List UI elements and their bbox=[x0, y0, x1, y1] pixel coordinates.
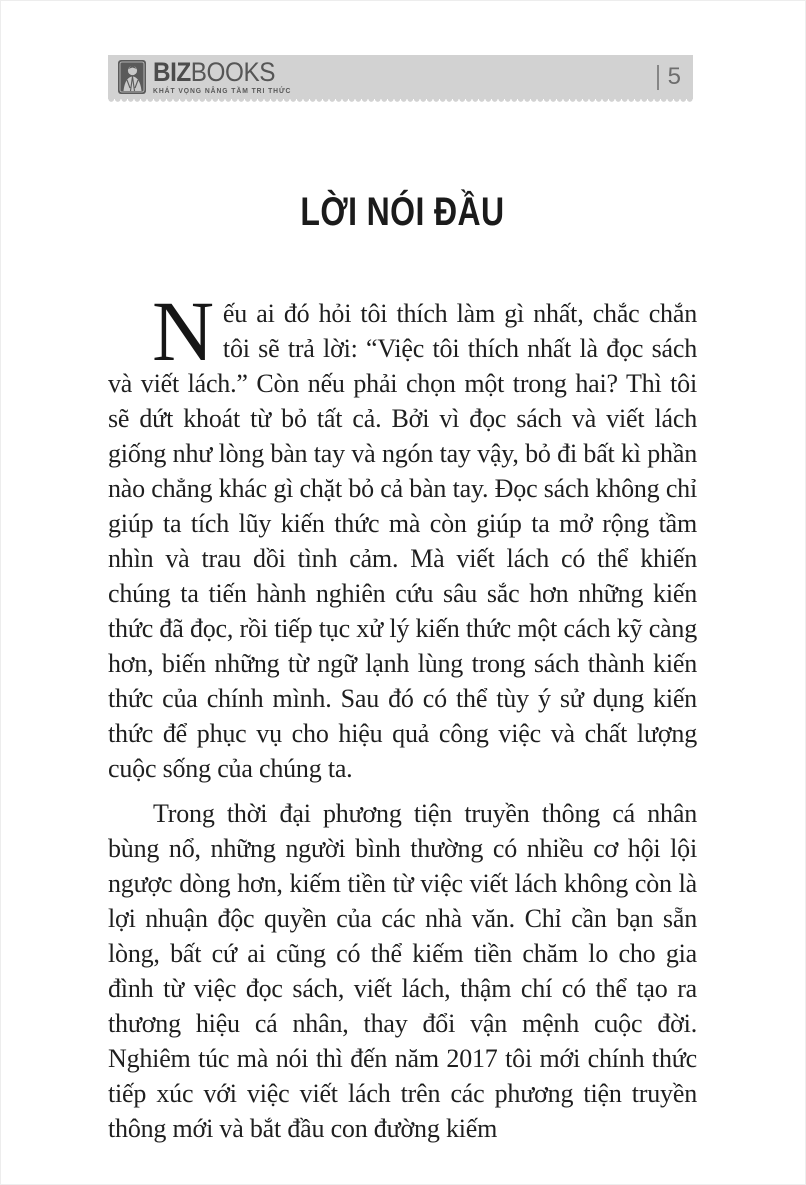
paragraph-2-text: Trong thời đại phương tiện truyền thông cá nhân bùng nổ, những người bình thường có nhiều cơ hội lội ngược dòng hơn, kiếm tiền từ việc viết lách không còn là lợi nhuận độc quyền của các nhà văn. Chỉ cần bạn sẵn lòng, bất cứ ai cũng có thể kiếm tiền chăm lo cho gia đình từ việc đọc sách, viết lách, thậm chí có thể tạo ra thương hiệu cá nhân, thay đổi vận mệnh cuộc đời. Nghiêm túc mà nói thì đến năm 2017 tôi mới chính thức tiếp xúc với việc viết lách trên các phương tiện truyền thông mới và bắt đầu con đường kiếm bbox=[108, 799, 697, 1143]
brand-tagline: KHÁT VỌNG NÂNG TẦM TRI THỨC bbox=[153, 86, 292, 95]
chapter-title: LỜI NÓI ĐẦU bbox=[300, 190, 505, 234]
page-number-value: 5 bbox=[667, 63, 681, 90]
brand-biz: BIZ bbox=[153, 57, 191, 87]
page-body bbox=[108, 0, 697, 1146]
paragraph-1-text: ếu ai đó hỏi tôi thích làm gì nhất, chắc chắn tôi sẽ trả lời: “Việc tôi thích nhất là đọc sách và viết lách.” Còn nếu phải chọn một trong hai? Thì tôi sẽ dứt khoát từ bỏ tất cả. Bởi vì đọc sách và viết lách giống như lòng bàn tay và ngón tay vậy, bỏ đi bất kì phần nào chẳng khác gì chặt bỏ cả bàn tay. Đọc sách không chỉ giúp ta tích lũy kiến thức mà còn giúp ta mở rộng tầm nhìn và trau dồi tình cảm. Mà viết lách có thể khiến chúng ta tiến hành nghiên cứu sâu sắc hơn những kiến thức đã đọc, rồi tiếp tục xử lý kiến thức một cách kỹ càng hơn, biến những từ ngữ lạnh lùng trong sách thành kiến thức của chính mình. Sau đó có thể tùy ý sử dụng kiến thức để phục vụ cho hiệu quả công việc và chất lượng cuộc sống của chúng ta. bbox=[108, 299, 697, 783]
chapter-text bbox=[108, 283, 697, 1146]
brand-books: BOOKS bbox=[190, 57, 275, 87]
drop-cap: N bbox=[152, 283, 214, 379]
paragraph-2 bbox=[108, 796, 697, 1146]
paragraph-1 bbox=[108, 283, 697, 786]
